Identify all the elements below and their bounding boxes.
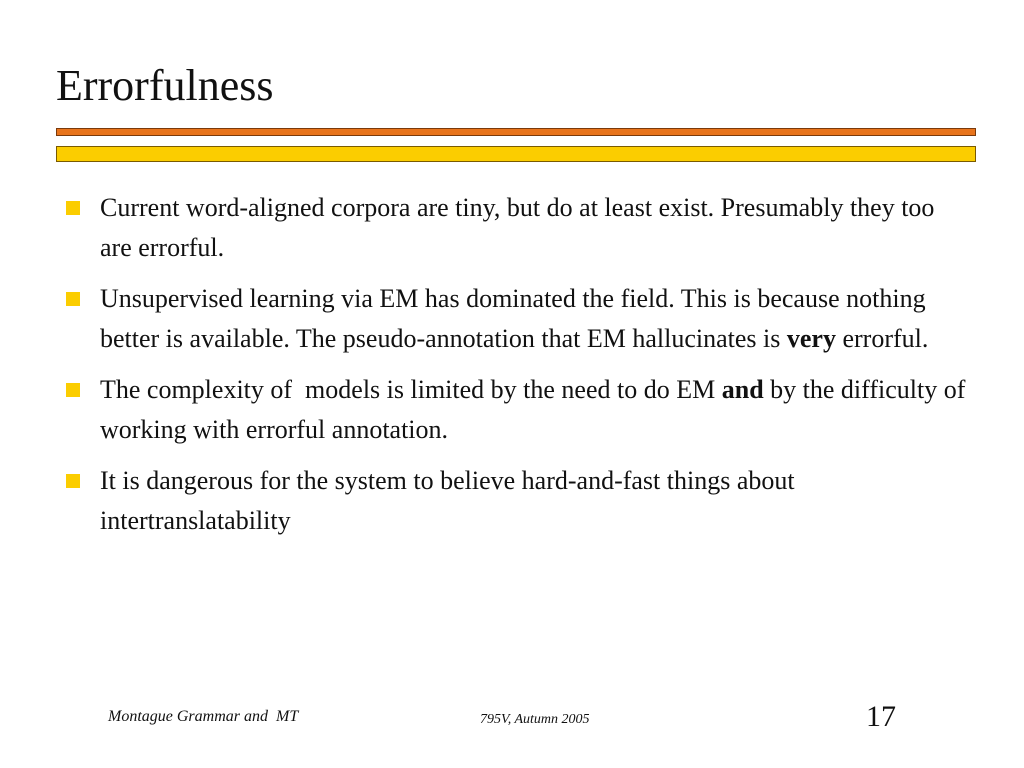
square-bullet-icon xyxy=(66,383,80,397)
square-bullet-icon xyxy=(66,292,80,306)
bullet-item xyxy=(66,279,966,359)
bullet-text: It is dangerous for the system to believe hard-and-fast things about intertranslatability xyxy=(100,466,795,535)
bullet-text-tail: by the difficulty of working with errorful annotation. xyxy=(100,375,979,444)
bullet-emphasis: and xyxy=(721,375,764,404)
slide-number: 17 xyxy=(866,700,896,733)
bullet-text: Current word-aligned corpora are tiny, but do at least exist. Presumably they too are errorful. xyxy=(100,193,935,262)
bullet-text-tail: errorful. xyxy=(835,324,929,353)
slide-title: Errorfulness xyxy=(56,61,274,110)
bullet-text: The complexity of models is limited by the need to do EM xyxy=(100,375,722,404)
bullet-emphasis: very xyxy=(786,324,836,353)
square-bullet-icon xyxy=(66,201,80,215)
bullet-item xyxy=(66,188,966,268)
title-underline-orange xyxy=(56,128,976,136)
bullet-list xyxy=(66,188,979,552)
square-bullet-icon xyxy=(66,474,80,488)
bullet-item xyxy=(66,461,966,541)
footer-course-title: Montague Grammar and MT xyxy=(108,708,299,725)
title-underline-yellow xyxy=(56,146,976,162)
bullet-item xyxy=(66,370,979,450)
footer-term: 795V, Autumn 2005 xyxy=(480,712,590,727)
bullet-text: Unsupervised learning via EM has dominated the field. This is because nothing better is available. The pseudo-annotation that EM hallucinates is xyxy=(100,284,926,353)
